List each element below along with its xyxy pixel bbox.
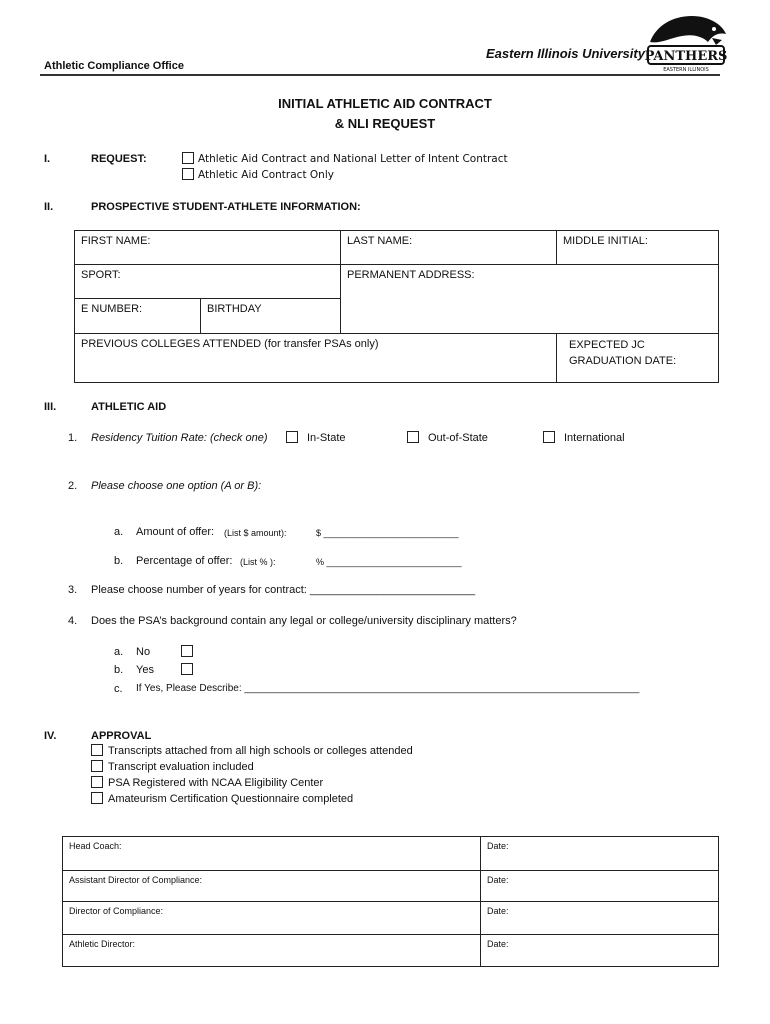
form-title-line2: & NLI REQUEST bbox=[334, 116, 436, 131]
director-date-label: Date: bbox=[487, 906, 509, 916]
q4-no-label: No bbox=[136, 646, 151, 658]
first-name-label: FIRST NAME: bbox=[81, 235, 151, 247]
transcript-evaluation-checkbox[interactable] bbox=[91, 760, 103, 772]
option-a-text: Amount of offer: bbox=[136, 526, 215, 538]
transcripts-label: Transcripts attached from all high schools or colleges attended bbox=[108, 745, 413, 757]
q4-yes-checkbox[interactable] bbox=[181, 663, 193, 675]
percentage-input[interactable]: % ___________________________ bbox=[316, 557, 462, 567]
out-of-state-label: Out-of-State bbox=[428, 432, 488, 444]
in-state-label: In-State bbox=[307, 432, 346, 444]
q4-number: 4. bbox=[68, 615, 78, 627]
e-number-label: E NUMBER: bbox=[81, 303, 143, 315]
sport-label: SPORT: bbox=[81, 269, 121, 281]
q4-no-checkbox[interactable] bbox=[181, 645, 193, 657]
request-nli-checkbox[interactable] bbox=[182, 152, 194, 164]
logo-subtext: EASTERN ILLINOIS bbox=[663, 67, 709, 73]
request-nli-label: Athletic Aid Contract and National Letter of Intent Contract bbox=[198, 153, 508, 165]
section-1-label: REQUEST: bbox=[91, 153, 147, 165]
in-state-checkbox[interactable] bbox=[286, 431, 298, 443]
head-coach-signature[interactable] bbox=[62, 836, 481, 871]
option-b-text: Percentage of offer: bbox=[136, 555, 233, 567]
head-coach-date-label: Date: bbox=[487, 841, 509, 851]
birthday-label: BIRTHDAY bbox=[207, 303, 262, 315]
q2-number: 2. bbox=[68, 480, 78, 492]
option-a-hint: (List $ amount): bbox=[224, 528, 287, 538]
q4-text: Does the PSA’s background contain any legal or college/university disciplinary matters? bbox=[91, 615, 517, 627]
athletic-director-label: Athletic Director: bbox=[69, 939, 136, 949]
option-b-hint: (List % ): bbox=[240, 557, 276, 567]
q4-yes-label: Yes bbox=[136, 664, 154, 676]
request-aid-only-checkbox[interactable] bbox=[182, 168, 194, 180]
international-checkbox[interactable] bbox=[543, 431, 555, 443]
expected-jc-label-1: EXPECTED JC bbox=[569, 339, 645, 351]
option-a-letter: a. bbox=[114, 526, 124, 538]
header-rule bbox=[40, 74, 720, 76]
section-4-numeral: IV. bbox=[44, 730, 57, 742]
director-signature[interactable] bbox=[62, 901, 481, 935]
expected-jc-label-2: GRADUATION DATE: bbox=[569, 355, 677, 367]
q4-c-letter: c. bbox=[114, 683, 123, 695]
q1-number: 1. bbox=[68, 432, 78, 444]
permanent-address-label: PERMANENT ADDRESS: bbox=[347, 269, 475, 281]
ncaa-registered-label: PSA Registered with NCAA Eligibility Center bbox=[108, 777, 324, 789]
athletic-director-date[interactable] bbox=[480, 934, 719, 967]
head-coach-label: Head Coach: bbox=[69, 841, 122, 851]
middle-initial-label: MIDDLE INITIAL: bbox=[563, 235, 648, 247]
q3-number: 3. bbox=[68, 584, 78, 596]
q4-b-letter: b. bbox=[114, 664, 124, 676]
years-input[interactable]: Please choose number of years for contract: ___________________________ bbox=[91, 584, 476, 596]
form-title-line1: INITIAL ATHLETIC AID CONTRACT bbox=[278, 96, 492, 111]
director-label: Director of Compliance: bbox=[69, 906, 164, 916]
amateurism-checkbox[interactable] bbox=[91, 792, 103, 804]
option-b-letter: b. bbox=[114, 555, 124, 567]
sport-field[interactable] bbox=[74, 264, 341, 299]
section-2-label: PROSPECTIVE STUDENT-ATHLETE INFORMATION: bbox=[91, 201, 361, 213]
last-name-field[interactable] bbox=[340, 230, 557, 265]
previous-colleges-label: PREVIOUS COLLEGES ATTENDED (for transfer PSAs only) bbox=[81, 338, 379, 350]
head-coach-date[interactable] bbox=[480, 836, 719, 871]
e-number-field[interactable] bbox=[74, 298, 201, 334]
expected-jc-field[interactable] bbox=[556, 333, 719, 383]
q4-a-letter: a. bbox=[114, 646, 124, 658]
athletic-director-signature[interactable] bbox=[62, 934, 481, 967]
q2-text: Please choose one option (A or B): bbox=[91, 480, 262, 492]
first-name-field[interactable] bbox=[74, 230, 341, 265]
director-date[interactable] bbox=[480, 901, 719, 935]
amateurism-label: Amateurism Certification Questionnaire completed bbox=[108, 793, 354, 805]
office-name: Athletic Compliance Office bbox=[44, 60, 184, 72]
assistant-director-date-label: Date: bbox=[487, 875, 509, 885]
amount-input[interactable]: $ ___________________________ bbox=[316, 528, 459, 538]
section-3-label: ATHLETIC AID bbox=[91, 401, 167, 413]
international-label: International bbox=[564, 432, 625, 444]
describe-input[interactable]: If Yes, Please Describe: _______________________________________________________________________ bbox=[136, 683, 640, 694]
q1-text: Residency Tuition Rate: (check one) bbox=[91, 432, 268, 444]
request-aid-only-label: Athletic Aid Contract Only bbox=[198, 169, 334, 181]
assistant-director-label: Assistant Director of Compliance: bbox=[69, 875, 203, 885]
panthers-logo bbox=[642, 12, 728, 74]
previous-colleges-field[interactable] bbox=[74, 333, 557, 383]
university-name: Eastern Illinois University bbox=[486, 46, 645, 61]
athletic-director-date-label: Date: bbox=[487, 939, 509, 949]
transcript-evaluation-label: Transcript evaluation included bbox=[108, 761, 254, 773]
assistant-director-signature[interactable] bbox=[62, 870, 481, 902]
last-name-label: LAST NAME: bbox=[347, 235, 413, 247]
out-of-state-checkbox[interactable] bbox=[407, 431, 419, 443]
logo-text: PANTHERS bbox=[644, 49, 728, 64]
ncaa-registered-checkbox[interactable] bbox=[91, 776, 103, 788]
section-2-numeral: II. bbox=[44, 201, 54, 213]
section-1-numeral: I. bbox=[44, 153, 51, 165]
permanent-address-field[interactable] bbox=[340, 264, 719, 334]
transcripts-checkbox[interactable] bbox=[91, 744, 103, 756]
section-3-numeral: III. bbox=[44, 401, 57, 413]
section-4-label: APPROVAL bbox=[91, 730, 152, 742]
middle-initial-field[interactable] bbox=[556, 230, 719, 265]
birthday-field[interactable] bbox=[200, 298, 341, 334]
assistant-director-date[interactable] bbox=[480, 870, 719, 902]
